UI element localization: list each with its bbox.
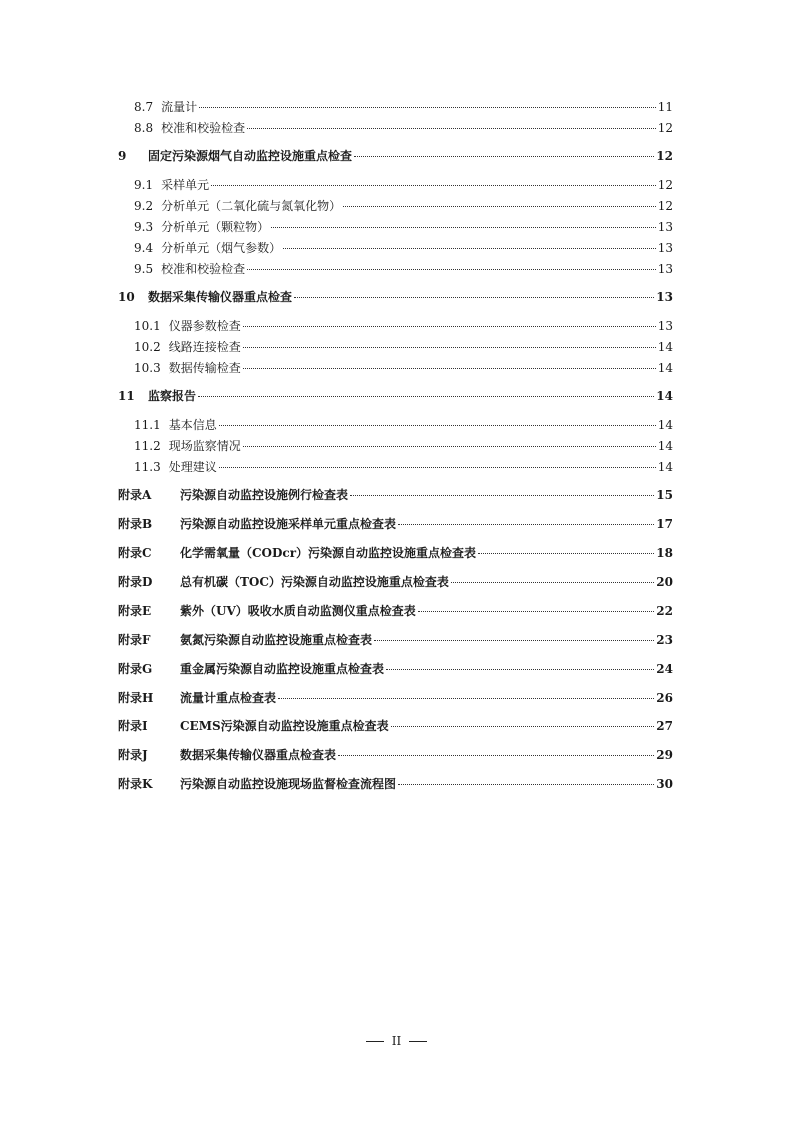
- toc-dot-leader: [219, 467, 656, 468]
- toc-entry-page: 18: [656, 546, 673, 560]
- toc-entry-number: 11.1: [134, 418, 161, 432]
- toc-dot-leader: [219, 425, 656, 426]
- toc-entry-number: 9.2: [134, 199, 154, 213]
- toc-entry-page: 14: [656, 389, 673, 403]
- toc-entry-title: 流量计: [161, 100, 198, 114]
- toc-entry[interactable]: [134, 416, 673, 433]
- toc-dot-leader: [338, 755, 654, 756]
- toc-entry-number: 附录A: [118, 488, 152, 502]
- toc-dot-leader: [386, 669, 654, 670]
- toc-dot-leader: [354, 156, 654, 157]
- toc-entry[interactable]: [118, 573, 673, 590]
- toc-dot-leader: [478, 553, 654, 554]
- toc-entry-title: 总有机碳（TOC）污染源自动监控设施重点检查表: [180, 575, 449, 589]
- toc-entry[interactable]: [118, 387, 673, 404]
- toc-entry-page: 14: [657, 418, 673, 432]
- toc-entry-number: 9: [118, 149, 127, 163]
- toc-entry-title: 数据采集传输仪器重点检查: [148, 290, 293, 304]
- toc-entry[interactable]: [118, 631, 673, 648]
- toc-entry[interactable]: [118, 775, 673, 792]
- toc-dot-leader: [350, 495, 654, 496]
- toc-dot-leader: [271, 227, 656, 228]
- toc-entry-title: 数据传输检查: [168, 361, 241, 375]
- toc-entry-title: 氨氮污染源自动监控设施重点检查表: [180, 633, 373, 647]
- toc-entry-page: 13: [657, 220, 673, 234]
- toc-entry-page: 13: [657, 319, 673, 333]
- toc-entry-page: 23: [656, 633, 673, 647]
- toc-entry-number: 8.7: [134, 100, 154, 114]
- toc-entry-number: 附录H: [118, 691, 154, 705]
- toc-dot-leader: [451, 582, 654, 583]
- footer-dash-left: [366, 1041, 384, 1042]
- toc-entry-page: 12: [657, 121, 673, 135]
- toc-entry-page: 26: [656, 691, 673, 705]
- toc-entry-page: 12: [657, 199, 673, 213]
- toc-dot-leader: [391, 726, 655, 727]
- toc-entry-page: 14: [657, 340, 673, 354]
- toc-dot-leader: [247, 128, 656, 129]
- toc-entry-page: 14: [657, 361, 673, 375]
- toc-dot-leader: [278, 698, 654, 699]
- toc-dot-leader: [343, 206, 656, 207]
- toc-entry-number: 11.3: [134, 460, 161, 474]
- toc-entry-number: 10.3: [134, 361, 161, 375]
- toc-dot-leader: [243, 347, 656, 348]
- toc-entry-number: 附录D: [118, 575, 153, 589]
- toc-entry-number: 附录K: [118, 777, 153, 791]
- toc-dot-leader: [199, 107, 656, 108]
- toc-dot-leader: [243, 446, 656, 447]
- toc-entry-title: 校准和校验检查: [161, 262, 246, 276]
- toc-dot-leader: [398, 524, 654, 525]
- toc-entry-number: 8.8: [134, 121, 154, 135]
- toc-entry-title: 采样单元: [161, 178, 210, 192]
- toc-entry-title: CEMS污染源自动监控设施重点检查表: [180, 719, 389, 733]
- toc-entry-title: 现场监察情况: [168, 439, 241, 453]
- toc-entry-page: 22: [656, 604, 673, 618]
- toc-entry-number: 附录F: [118, 633, 151, 647]
- toc-entry[interactable]: [134, 260, 673, 277]
- toc-entry-title: 校准和校验检查: [161, 121, 246, 135]
- toc-entry-title: 紫外（UV）吸收水质自动监测仪重点检查表: [180, 604, 416, 618]
- toc-entry-title: 固定污染源烟气自动监控设施重点检查: [148, 149, 353, 163]
- toc-entry-title: 基本信息: [168, 418, 217, 432]
- toc-dot-leader: [243, 326, 656, 327]
- toc-entry-page: 12: [657, 178, 673, 192]
- toc-entry-title: 仪器参数检查: [168, 319, 241, 333]
- toc-entry-page: 15: [656, 488, 673, 502]
- toc-entry-number: 9.4: [134, 241, 154, 255]
- toc-entry[interactable]: [118, 660, 673, 677]
- toc-entry-page: 13: [657, 262, 673, 276]
- toc-entry-number: 附录C: [118, 546, 152, 560]
- toc-dot-leader: [247, 269, 656, 270]
- toc-entry[interactable]: [118, 288, 673, 305]
- toc-dot-leader: [211, 185, 656, 186]
- toc-entry[interactable]: [134, 458, 673, 475]
- toc-entry[interactable]: [134, 239, 673, 256]
- toc-entry-title: 分析单元（颗粒物）: [161, 220, 270, 234]
- toc-entry-number: 附录I: [118, 719, 148, 733]
- toc-entry-number: 10.2: [134, 340, 161, 354]
- toc-dot-leader: [294, 297, 654, 298]
- toc-entry-page: 17: [656, 517, 673, 531]
- toc-entry-title: 污染源自动监控设施现场监督检查流程图: [180, 777, 397, 791]
- toc-entry[interactable]: [134, 218, 673, 235]
- toc-entry[interactable]: [134, 98, 673, 115]
- toc-entry-number: 10.1: [134, 319, 161, 333]
- toc-dot-leader: [283, 248, 656, 249]
- toc-entry[interactable]: [118, 689, 673, 706]
- toc-entry-number: 11: [118, 389, 135, 403]
- toc-entry-number: 9.3: [134, 220, 154, 234]
- toc-dot-leader: [374, 640, 654, 641]
- toc-entry-page: 13: [656, 290, 673, 304]
- toc-entry[interactable]: [134, 359, 673, 376]
- toc-dot-leader: [418, 611, 655, 612]
- toc-entry-page: 13: [657, 241, 673, 255]
- toc-entry-title: 处理建议: [168, 460, 217, 474]
- toc-entry-title: 监察报告: [148, 389, 197, 403]
- toc-dot-leader: [398, 784, 654, 785]
- toc-entry-number: 10: [118, 290, 135, 304]
- toc-entry[interactable]: [134, 197, 673, 214]
- toc-entry-page: 14: [657, 439, 673, 453]
- toc-entry[interactable]: [118, 746, 673, 763]
- toc-entry-page: 27: [656, 719, 673, 733]
- toc-entry-number: 9.5: [134, 262, 154, 276]
- page-number: II: [391, 1034, 402, 1048]
- toc-entry-page: 24: [656, 662, 673, 676]
- toc-entry[interactable]: [134, 176, 673, 193]
- footer-dash-right: [409, 1041, 427, 1042]
- toc-entry-title: 线路连接检查: [168, 340, 241, 354]
- toc-entry-page: 30: [656, 777, 673, 791]
- toc-entry-page: 12: [656, 149, 673, 163]
- toc-entry-title: 污染源自动监控设施采样单元重点检查表: [180, 517, 397, 531]
- toc-dot-leader: [198, 396, 654, 397]
- toc-entry-number: 附录B: [118, 517, 153, 531]
- toc-entry[interactable]: [118, 486, 673, 503]
- toc-entry[interactable]: [134, 119, 673, 136]
- toc-entry[interactable]: [118, 602, 673, 619]
- toc-entry-title: 分析单元（二氧化硫与氮氧化物）: [161, 199, 342, 213]
- toc-entry-number: 9.1: [134, 178, 154, 192]
- toc-entry-page: 14: [657, 460, 673, 474]
- toc-entry-title: 数据采集传输仪器重点检查表: [180, 748, 337, 762]
- toc-entry-number: 附录E: [118, 604, 152, 618]
- toc-entry[interactable]: [118, 717, 673, 734]
- toc-entry[interactable]: [118, 147, 673, 164]
- toc-entry[interactable]: [134, 317, 673, 334]
- toc-entry-page: 11: [657, 100, 673, 114]
- toc-entry[interactable]: [134, 437, 673, 454]
- toc-entry-title: 污染源自动监控设施例行检查表: [180, 488, 349, 502]
- toc-dot-leader: [243, 368, 656, 369]
- toc-entry[interactable]: [118, 544, 673, 561]
- toc-entry-title: 化学需氧量（CODcr）污染源自动监控设施重点检查表: [180, 546, 477, 560]
- toc-entry-title: 流量计重点检查表: [180, 691, 277, 705]
- toc-entry-number: 附录J: [118, 748, 148, 762]
- toc-entry-title: 分析单元（烟气参数）: [161, 241, 282, 255]
- page-footer: [0, 1034, 793, 1048]
- toc-entry-title: 重金属污染源自动监控设施重点检查表: [180, 662, 385, 676]
- toc-entry[interactable]: [134, 338, 673, 355]
- toc-entry-page: 29: [656, 748, 673, 762]
- toc-entry-page: 20: [656, 575, 673, 589]
- toc-entry[interactable]: [118, 515, 673, 532]
- toc-entry-number: 附录G: [118, 662, 153, 676]
- toc-entry-number: 11.2: [134, 439, 161, 453]
